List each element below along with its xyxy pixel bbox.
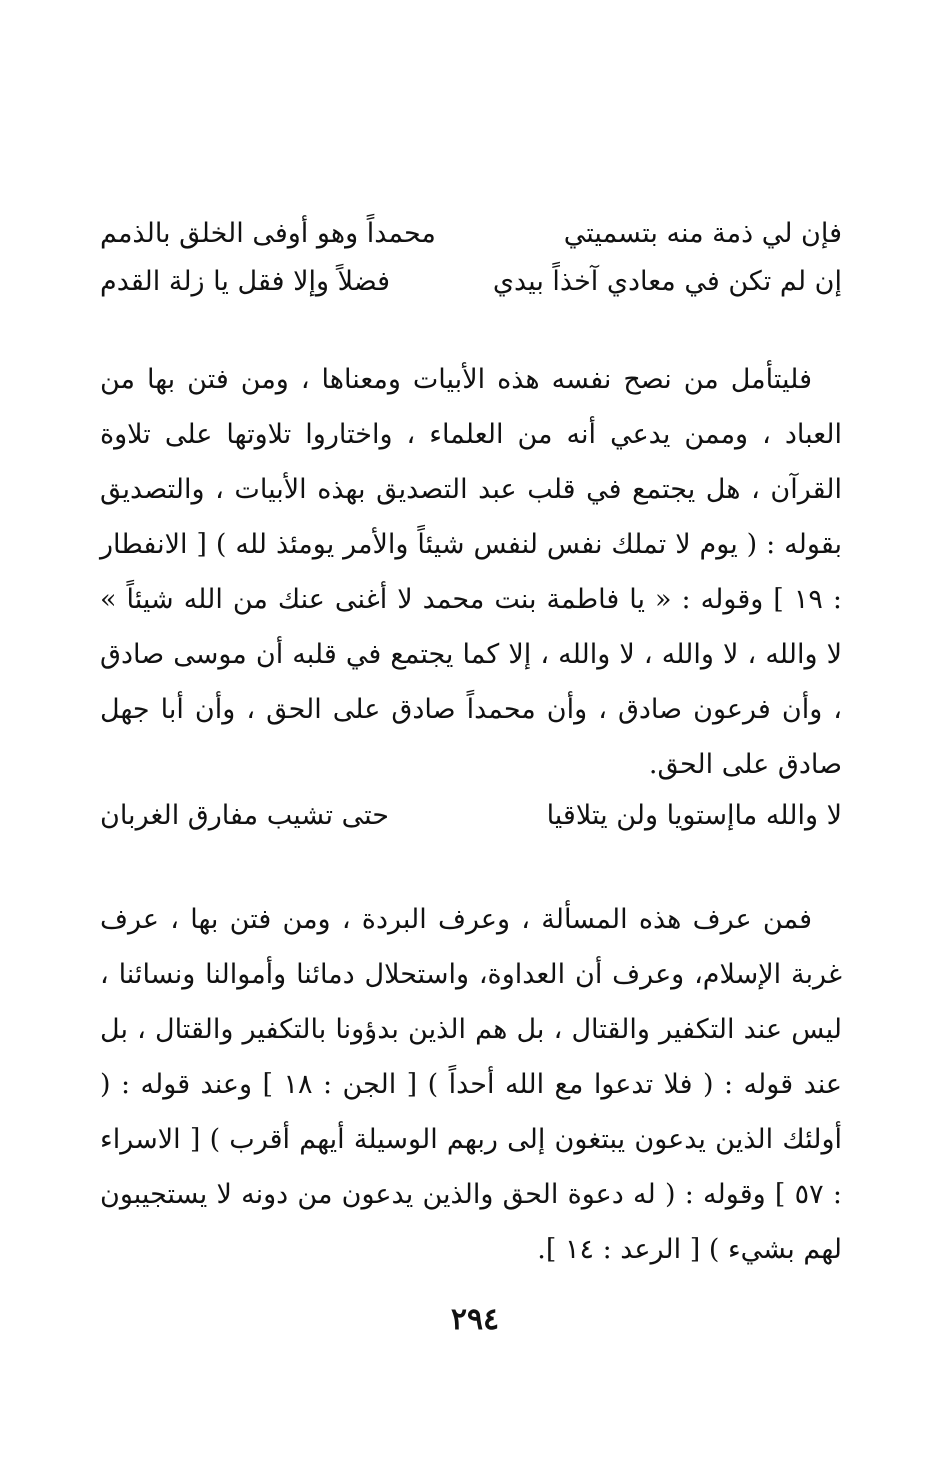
poem-verse-1 [100, 210, 842, 258]
poem-verse-middle [100, 792, 842, 840]
hemistich-left: فضلاً وإلا فقل يا زلة القدم [100, 266, 391, 297]
hemistich-left: محمداً وهو أوفى الخلق بالذمم [100, 218, 436, 249]
poem-top [100, 210, 842, 306]
paragraph-2-text: فمن عرف هذه المسألة ، وعرف البردة ، ومن فتن بها ، عرف غربة الإسلام، وعرف أن العداوة، واستحلال دمائنا وأموالنا ونسائنا ، ليس عند التكفير والقتال ، بل هم الذين بدؤونا بالتكفير والقتال ، بل عند قوله : ( فلا تدعوا مع الله أحداً ) [ الجن : ١٨ ] وعند قوله : ( أولئك الذين يدعون يبتغون إلى ربهم الوسيلة أيهم أقرب ) [ الاسراء : ٥٧ ] وقوله : ( له دعوة الحق والذين يدعون من دونه لا يستجيبون لهم بشيء ) [ الرعد : ١٤ ]. [100, 904, 842, 1265]
hemistich-right: إن لم تكن في معادي آخذاً بيدي [492, 266, 842, 297]
hemistich-right: لا والله ماإستويا ولن يتلاقيا [546, 800, 842, 831]
page-number: ٢٩٤ [450, 1302, 500, 1337]
paragraph-2 [100, 892, 842, 1277]
page-body [100, 210, 842, 1277]
paragraph-1 [100, 352, 842, 792]
poem-verse-2 [100, 258, 842, 306]
paragraph-1-text: فليتأمل من نصح نفسه هذه الأبيات ومعناها ، ومن فتن بها من العباد ، وممن يدعي أنه من العلماء ، واختاروا تلاوتها على تلاوة القرآن ، هل يجتمع في قلب عبد التصديق بهذه الأبيات ، والتصديق بقوله : ( يوم لا تملك نفس لنفس شيئاً والأمر يومئذ لله ) [ الانفطار : ١٩ ] وقوله : « يا فاطمة بنت محمد لا أغنى عنك من الله شيئاً » لا والله ، لا والله ، لا والله ، إلا كما يجتمع في قلبه أن موسى صادق ، وأن فرعون صادق ، وأن محمداً صادق على الحق ، وأن أبا جهل صادق على الحق. [100, 364, 842, 780]
hemistich-left: حتى تشيب مفارق الغربان [100, 800, 389, 831]
hemistich-right: فإن لي ذمة منه بتسميتي [563, 218, 842, 249]
